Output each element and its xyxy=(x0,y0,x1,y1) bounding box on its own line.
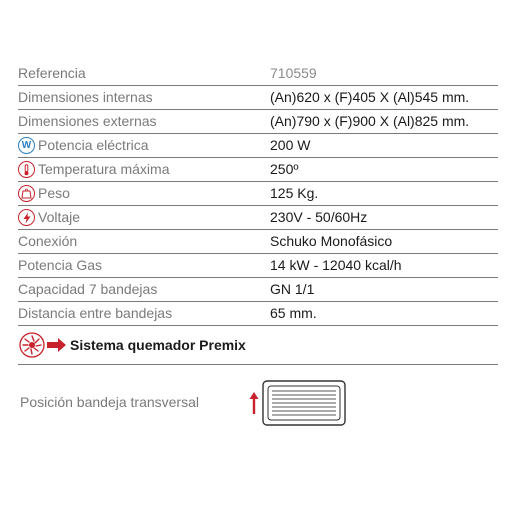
burner-premix-icon xyxy=(18,330,68,360)
spec-row-distancia-bandejas xyxy=(18,302,498,326)
power-w-icon-glyph: W xyxy=(21,139,32,151)
spec-row-conexion xyxy=(18,230,498,254)
spec-value: 250º xyxy=(270,161,299,177)
spec-row-dimensiones-internas xyxy=(18,86,498,110)
spec-row-potencia-electrica xyxy=(18,134,498,158)
thermometer-icon xyxy=(18,161,35,178)
spec-row-peso xyxy=(18,182,498,206)
spec-label: Referencia xyxy=(18,65,86,81)
spec-value: GN 1/1 xyxy=(270,281,315,297)
lightning-icon xyxy=(18,209,35,226)
spec-label: Dimensiones externas xyxy=(18,113,157,129)
spec-value: 710559 xyxy=(270,65,317,81)
gastronorm-tray-icon xyxy=(262,380,346,431)
spec-row-voltaje xyxy=(18,206,498,230)
tray-position-label: Posición bandeja transversal xyxy=(20,394,199,410)
spec-label: Distancia entre bandejas xyxy=(18,305,173,321)
spec-row-potencia-gas xyxy=(18,254,498,278)
spec-label: Temperatura máxima xyxy=(38,161,170,177)
spec-label: Voltaje xyxy=(38,209,81,225)
spec-value: (An)790 x (F)900 X (Al)825 mm. xyxy=(270,113,470,129)
arrow-up-icon xyxy=(248,390,260,421)
spec-row-referencia xyxy=(18,62,498,86)
spec-label: Conexión xyxy=(18,233,78,249)
spec-value: 200 W xyxy=(270,137,311,153)
spec-label: Peso xyxy=(38,185,70,201)
spec-value: 65 mm. xyxy=(270,305,317,321)
burner-label: Sistema quemador Premix xyxy=(70,337,246,353)
tray-position xyxy=(18,380,498,430)
spec-row-burner xyxy=(18,326,498,365)
spec-value: Schuko Monofásico xyxy=(270,233,393,249)
spec-row-temperatura-maxima xyxy=(18,158,498,182)
power-w-icon xyxy=(18,137,35,154)
spec-label: Potencia eléctrica xyxy=(38,137,149,153)
spec-row-dimensiones-externas xyxy=(18,110,498,134)
spec-label: Capacidad 7 bandejas xyxy=(18,281,158,297)
spec-value: 230V - 50/60Hz xyxy=(270,209,368,225)
spec-table xyxy=(18,62,498,365)
spec-row-capacidad-bandejas xyxy=(18,278,498,302)
spec-value: 125 Kg. xyxy=(270,185,319,201)
spec-label: Potencia Gas xyxy=(18,257,103,273)
spec-label: Dimensiones internas xyxy=(18,89,153,105)
weight-icon xyxy=(18,185,35,202)
spec-value: (An)620 x (F)405 X (Al)545 mm. xyxy=(270,89,470,105)
spec-value: 14 kW - 12040 kcal/h xyxy=(270,257,402,273)
